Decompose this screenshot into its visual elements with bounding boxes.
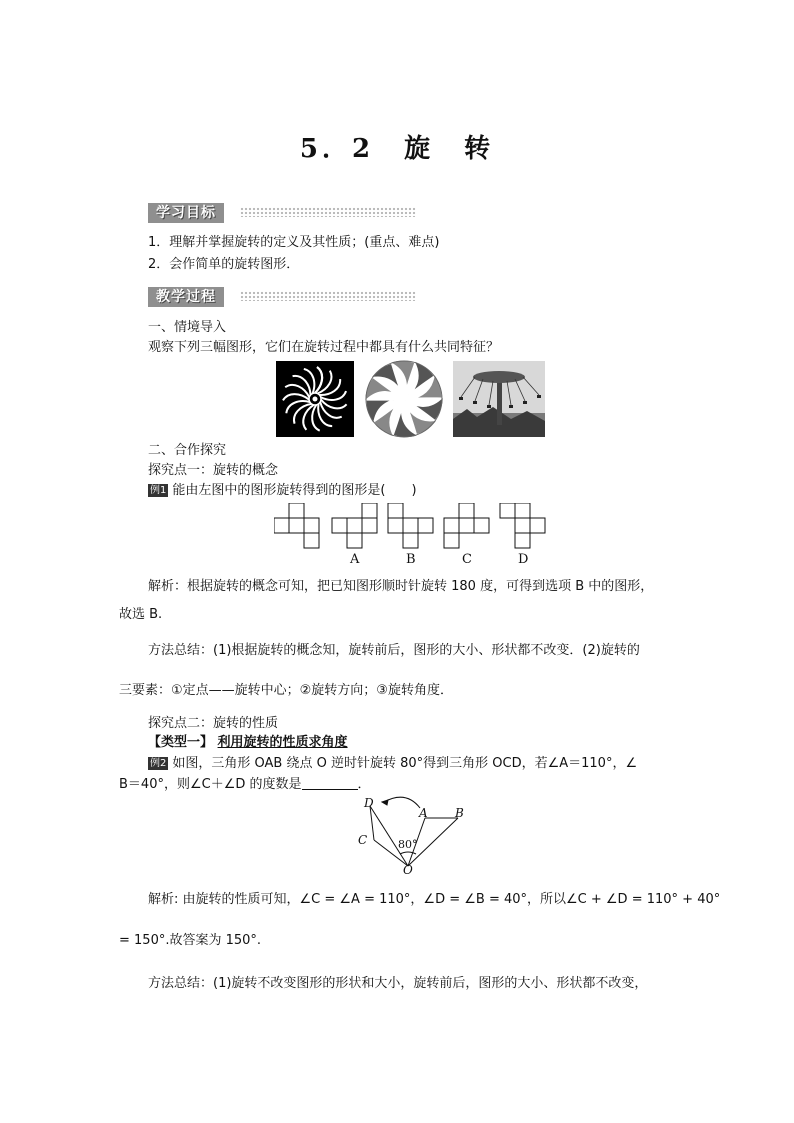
- type1-prefix: 【类型一】: [148, 735, 214, 750]
- example-badge: 例1: [150, 485, 167, 496]
- point1-heading: 探究点一：旋转的概念: [148, 463, 279, 478]
- dotted-rule: [240, 207, 416, 217]
- point2-heading: 探究点二：旋转的性质: [148, 716, 279, 731]
- example2-line2-end: ．: [357, 777, 371, 792]
- option-a-figure: [332, 503, 377, 548]
- part1-question: 观察下列三幅图形，它们在旋转过程中都具有什么共同特征？: [148, 340, 500, 355]
- answer-blank: [302, 776, 358, 790]
- objective-item: 2．会作简单的旋转图形．: [148, 257, 300, 272]
- example2-question: [148, 755, 637, 773]
- label-o: O: [403, 863, 413, 877]
- example1-question: [148, 482, 417, 500]
- section-header-objectives: [148, 203, 416, 223]
- example1-analysis-cont: 故选 B.: [119, 607, 163, 622]
- example2-line2: B＝40°，则∠C＋∠D 的度数是: [119, 777, 302, 792]
- label-d: D: [364, 796, 374, 810]
- option-d-figure: [500, 503, 545, 548]
- label-b: B: [455, 806, 464, 820]
- section-header-process: [148, 287, 416, 307]
- section-label: 教学过程: [148, 287, 224, 307]
- example2-method: 方法总结：(1)旋转不改变图形的形状和大小，旋转前后，图形的大小、形状都不改变，: [148, 976, 648, 991]
- example2-line1: 如图，三角形 OAB 绕点 O 逆时针旋转 80°得到三角形 OCD，若∠A＝110°，∠: [172, 756, 638, 771]
- example1-method-cont: 三要素：①定点——旋转中心；②旋转方向；③旋转角度．: [119, 683, 453, 698]
- part1-heading: 一、情境导入: [148, 320, 227, 335]
- example2-analysis-cont: = 150°.故答案为 150°.: [119, 933, 262, 948]
- spiral-pattern-image: [276, 361, 354, 437]
- example-badge: 例2: [150, 758, 167, 769]
- original-figure: [274, 503, 319, 548]
- option-c-figure: [444, 503, 489, 548]
- example1-figures: [274, 503, 560, 549]
- option-label-a: A: [350, 552, 360, 567]
- example1-analysis: 解析：根据旋转的概念可知，把已知图形顺时针旋转 180 度，可得到选项 B 中的图形，: [148, 579, 654, 594]
- page-title: 5．2 旋 转: [299, 134, 495, 164]
- example1-method: 方法总结：(1)根据旋转的概念知，旋转前后，图形的大小、形状都不改变．(2)旋转的: [148, 643, 640, 658]
- example1-text: 能由左图中的图形旋转得到的图形是( ): [172, 483, 417, 498]
- option-b-figure: [388, 503, 433, 548]
- option-label-d: D: [518, 552, 529, 567]
- swing-ride-photo: [453, 361, 545, 437]
- option-label-c: C: [462, 552, 472, 567]
- label-a: A: [419, 806, 428, 820]
- type1-title: 利用旋转的性质求角度: [217, 735, 348, 750]
- part2-heading: 二、合作探究: [148, 443, 227, 458]
- objective-item: 1．理解并掌握旋转的定义及其性质；(重点、难点): [148, 235, 440, 250]
- label-c: C: [358, 833, 368, 847]
- option-label-b: B: [406, 552, 416, 567]
- dotted-rule: [240, 291, 416, 301]
- example2-question-cont: [119, 776, 371, 794]
- type1-heading: [148, 734, 348, 752]
- angle-label: 80°: [398, 838, 418, 851]
- example2-analysis: 解析: 由旋转的性质可知，∠C = ∠A = 110°，∠D = ∠B = 40°，所以∠C + ∠D = 110° + 40°: [148, 892, 721, 907]
- section-label: 学习目标: [148, 203, 224, 223]
- swirl-circle-image: [362, 359, 446, 439]
